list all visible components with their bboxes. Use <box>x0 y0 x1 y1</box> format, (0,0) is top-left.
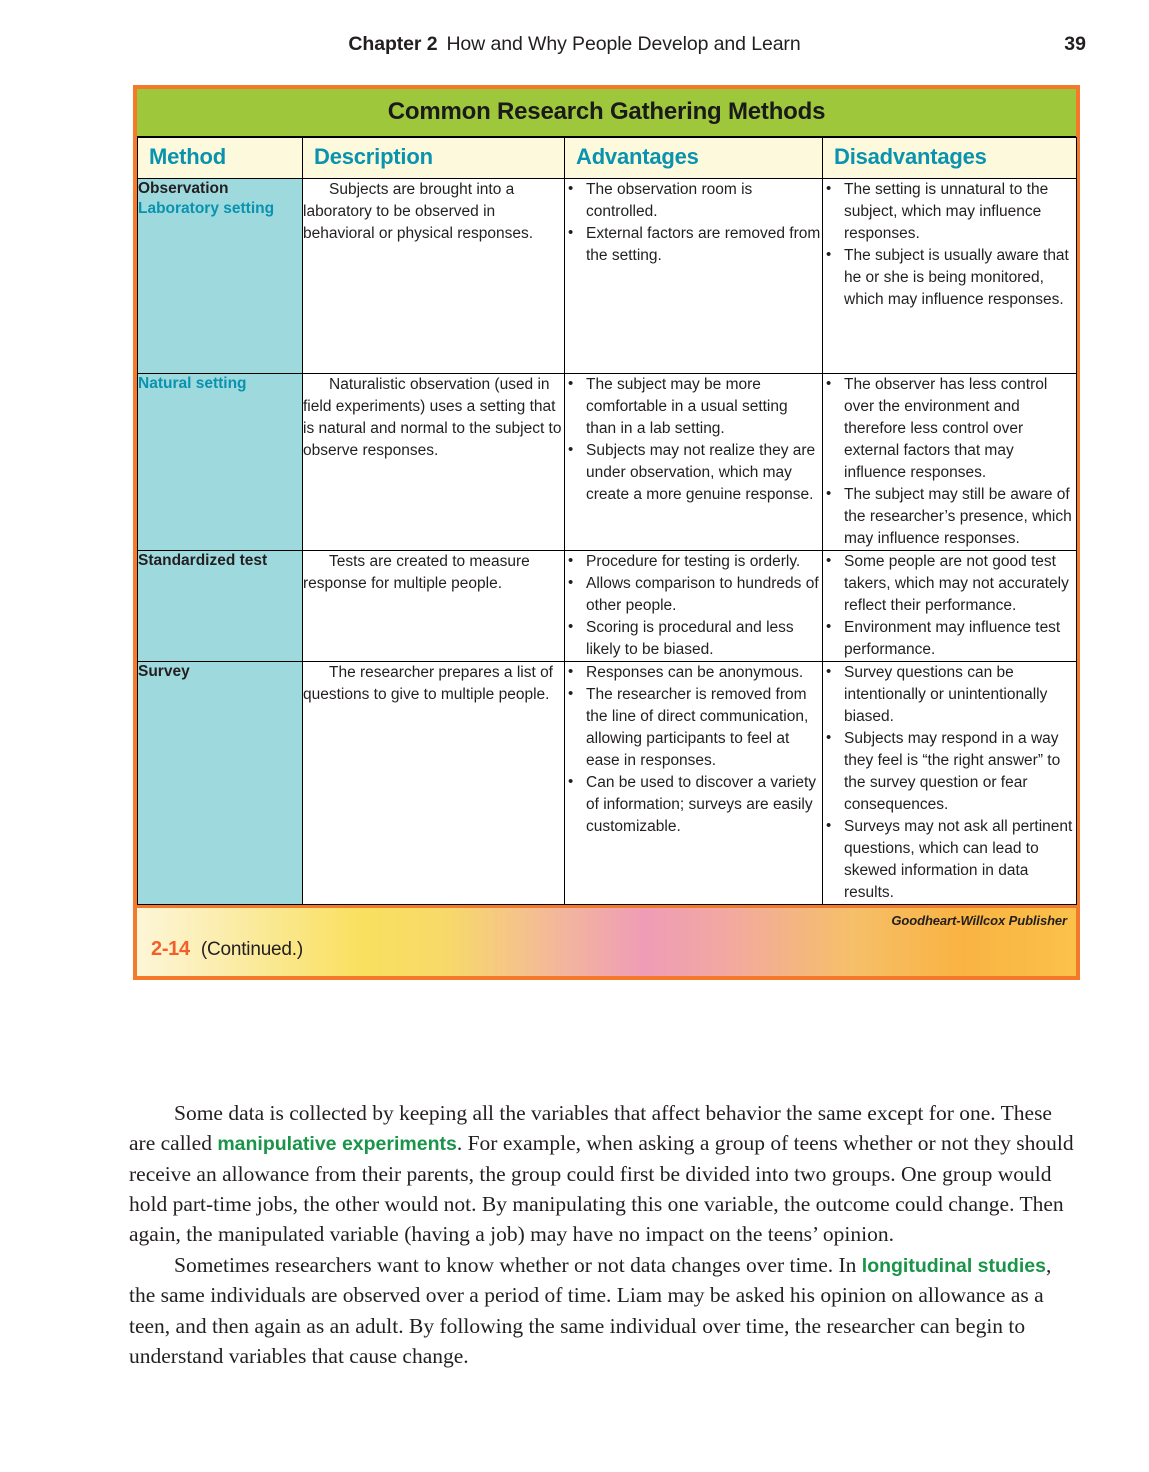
list-item: • Scoring is procedural and less likely to be biased. <box>565 617 822 661</box>
advantages-cell <box>565 179 823 374</box>
method-cell <box>138 179 303 374</box>
method-primary-label: Standardized test <box>138 551 268 569</box>
disadvantages-cell <box>823 373 1077 550</box>
disadvantages-cell <box>823 550 1077 661</box>
description-cell <box>303 661 565 904</box>
column-header-advantages: Advantages <box>565 138 823 179</box>
list-item: • Environment may influence test performance. <box>823 617 1076 661</box>
table-row <box>138 373 1077 550</box>
method-secondary-label: Laboratory setting <box>138 199 275 217</box>
key-term-longitudinal-studies: longitudinal studies <box>861 1254 1046 1277</box>
running-head-center <box>0 33 1149 56</box>
list-item: • Responses can be anonymous. <box>565 662 822 684</box>
table-row <box>138 550 1077 661</box>
method-cell <box>138 661 303 904</box>
list-item: • Can be used to discover a variety of information; surveys are easily customizable. <box>565 772 822 838</box>
list-item: • Subjects may not realize they are under observation, which may create a more genuine response. <box>565 440 822 506</box>
disadvantages-cell <box>823 179 1077 374</box>
paragraph-1 <box>129 1098 1077 1250</box>
list-item: • The setting is unnatural to the subject, which may influence responses. <box>823 179 1076 245</box>
paragraph-1-part-2: . For example, when asking a group of teens whether or not they should receive an allowance from their parents, the group could first be divided into two groups. One group would hold part-time jobs, the other would not. By manipulating this one variable, the outcome could change. Then again, the manipulated variable (having a job) may have no impact on the teens’ opinion. <box>129 1131 1074 1247</box>
advantages-cell <box>565 550 823 661</box>
method-cell-spacer <box>138 394 302 548</box>
paragraph-1-part-1: Some data is collected by keeping all the variables that affect behavior the same except for one. These are called <box>129 1101 1052 1156</box>
list-item: • Allows comparison to hundreds of other people. <box>565 573 822 617</box>
table-header-row <box>138 138 1077 179</box>
list-item: • The observation room is controlled. <box>565 179 822 223</box>
publisher-credit: Goodheart-Willcox Publisher <box>891 912 1067 928</box>
disadvantages-list <box>823 374 1076 550</box>
advantages-list <box>565 551 822 661</box>
description-text: Subjects are brought into a laboratory to be observed in behavioral or physical responses. <box>303 181 534 242</box>
list-item: • Some people are not good test takers, which may not accurately reflect their performance. <box>823 551 1076 617</box>
disadvantages-list <box>823 662 1076 904</box>
list-item: • The subject is usually aware that he or she is being monitored, which may influence responses. <box>823 245 1076 311</box>
page-running-head <box>0 33 1149 63</box>
list-item: • The observer has less control over the environment and therefore less control over external factors that may influence responses. <box>823 374 1076 484</box>
method-primary-label: Survey <box>138 662 190 680</box>
figure-caption <box>151 938 303 961</box>
list-item: • Surveys may not ask all pertinent questions, which can lead to skewed information in data results. <box>823 816 1076 904</box>
paragraph-2 <box>129 1250 1077 1371</box>
disadvantages-list <box>823 179 1076 311</box>
advantages-list <box>565 374 822 506</box>
body-text <box>129 1098 1077 1371</box>
list-item: • The subject may be more comfortable in a usual setting than in a lab setting. <box>565 374 822 440</box>
advantages-cell <box>565 661 823 904</box>
advantages-list <box>565 662 822 838</box>
figure-2-14 <box>133 85 1080 980</box>
column-header-description: Description <box>303 138 565 179</box>
table-row <box>138 661 1077 904</box>
key-term-manipulative-experiments: manipulative experiments <box>217 1133 457 1156</box>
chapter-label: Chapter 2 <box>348 33 438 55</box>
description-cell <box>303 373 565 550</box>
method-secondary-label: Natural setting <box>138 374 247 392</box>
page-number: 39 <box>1064 33 1086 55</box>
figure-caption-bar <box>137 905 1076 976</box>
list-item: • The subject may still be aware of the researcher’s presence, which may influence responses. <box>823 484 1076 550</box>
method-cell <box>138 550 303 661</box>
advantages-list <box>565 179 822 267</box>
research-methods-table <box>137 137 1077 905</box>
paragraph-2-part-2: , the same individuals are observed over a period of time. Liam may be asked his opinion on allowance as a teen, and then again as an adult. By following the same individual over time, the researcher can begin to understand variables that cause change. <box>129 1252 1052 1368</box>
method-cell-spacer <box>138 219 302 373</box>
advantages-cell <box>565 373 823 550</box>
list-item: • Subjects may respond in a way they feel is “the right answer” to the survey question or fear consequences. <box>823 728 1076 816</box>
disadvantages-list <box>823 551 1076 661</box>
method-cell <box>138 373 303 550</box>
table-row <box>138 179 1077 374</box>
list-item: • Procedure for testing is orderly. <box>565 551 822 573</box>
method-primary-label: Observation <box>138 180 229 197</box>
column-header-method: Method <box>138 138 303 179</box>
paragraph-2-part-1: Sometimes researchers want to know whether or not data changes over time. In <box>174 1252 862 1277</box>
table-title: Common Research Gathering Methods <box>137 89 1076 137</box>
column-header-disadvantages: Disadvantages <box>823 138 1077 179</box>
chapter-title: How and Why People Develop and Learn <box>446 33 801 55</box>
description-text: The researcher prepares a list of questions to give to multiple people. <box>303 663 553 703</box>
description-text: Tests are created to measure response for multiple people. <box>303 552 530 592</box>
figure-number: 2-14 <box>151 937 190 960</box>
disadvantages-cell <box>823 661 1077 904</box>
list-item: • External factors are removed from the setting. <box>565 223 822 267</box>
list-item: • The researcher is removed from the line of direct communication, allowing participants to feel at ease in responses. <box>565 684 822 772</box>
description-text: Naturalistic observation (used in field experiments) uses a setting that is natural and normal to the subject to observe responses. <box>303 375 562 459</box>
description-cell <box>303 550 565 661</box>
figure-caption-text: (Continued.) <box>200 938 303 960</box>
list-item: • Survey questions can be intentionally or unintentionally biased. <box>823 662 1076 728</box>
description-cell <box>303 179 565 374</box>
